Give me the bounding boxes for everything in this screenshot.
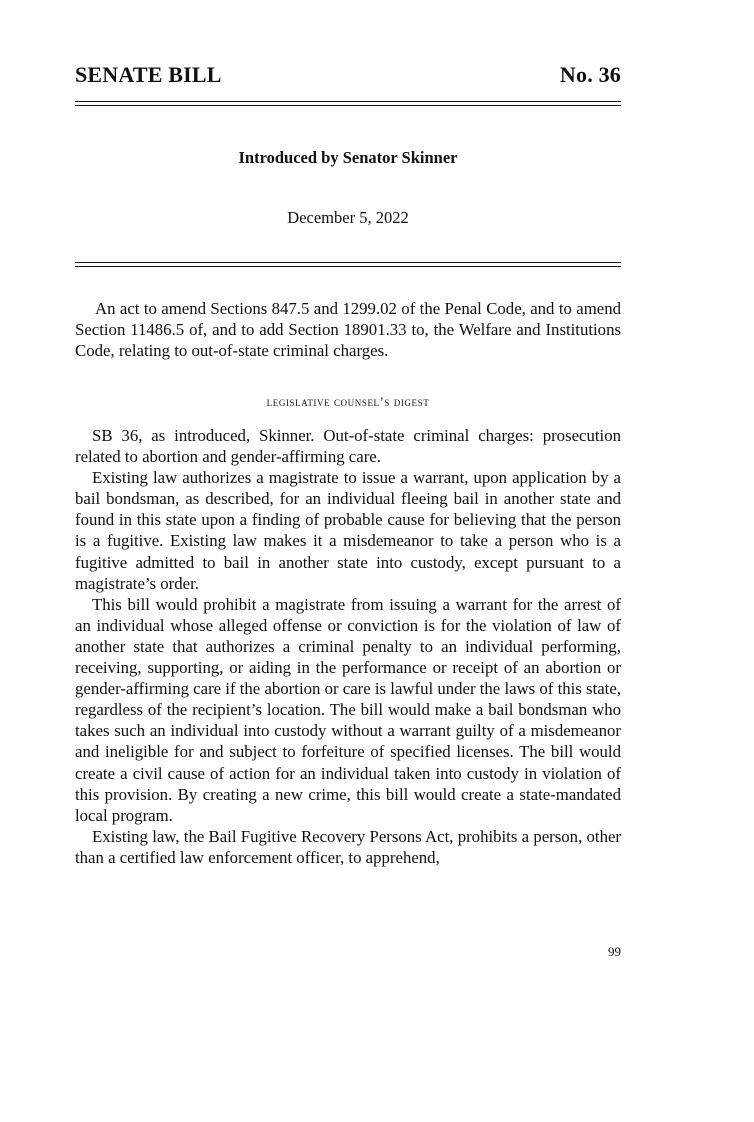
bill-header [75,62,621,88]
page-number: 99 [608,944,621,959]
digest-paragraph: Existing law, the Bail Fugitive Recovery Persons Act, prohibits a person, other than a certified law enforcement officer, to apprehend, [75,826,621,867]
digest-body [75,425,621,868]
digest-paragraph: SB 36, as introduced, Skinner. Out-of-state criminal charges: prosecution related to abortion and gender-affirming care. [75,426,621,467]
digest-paragraph: This bill would prohibit a magistrate from issuing a warrant for the arrest of an individual whose alleged offense or conviction is for the violation of law of another state that authorizes a criminal penalty to an individual performing, receiving, supporting, or aiding in the performance or receipt of an abortion or gender-affirming care if the abortion or care is lawful under the laws of this state, regardless of the recipient’s location. The bill would make a bail bondsman who takes such an individual into custody without a warrant guilty of a misdemeanor and ineligible for and subject to forfeiture of specified licenses. The bill would create a civil cause of action for an individual taken into custody in violation of this provision. By creating a new crime, this bill would create a state-mandated local program. [75,594,621,825]
digest-heading: legislative counsel’s digest [266,395,430,409]
title-divider [75,262,621,267]
introduction-date: December 5, 2022 [287,208,409,227]
introduced-by: Introduced by Senator Skinner [238,148,458,167]
bill-number: No. 36 [559,62,621,87]
digest-paragraph: Existing law authorizes a magistrate to issue a warrant, upon application by a bail bondsman, as described, for an individual fleeing bail in another state and found in this state upon a finding of probable cause for believing that the person is a fugitive. Existing law makes it a misdemeanor to take a person who is a fugitive admitted to bail in another state into custody, except pursuant to a magistrate’s order. [75,468,621,593]
act-description: An act to amend Sections 847.5 and 1299.02 of the Penal Code, and to amend Section 11486.5 of, and to add Section 18901.33 to, the Welfare and Institutions Code, relating to out-of-state criminal charges. [75,299,621,361]
bill-type: SENATE BILL [75,62,222,87]
header-divider [75,101,621,106]
